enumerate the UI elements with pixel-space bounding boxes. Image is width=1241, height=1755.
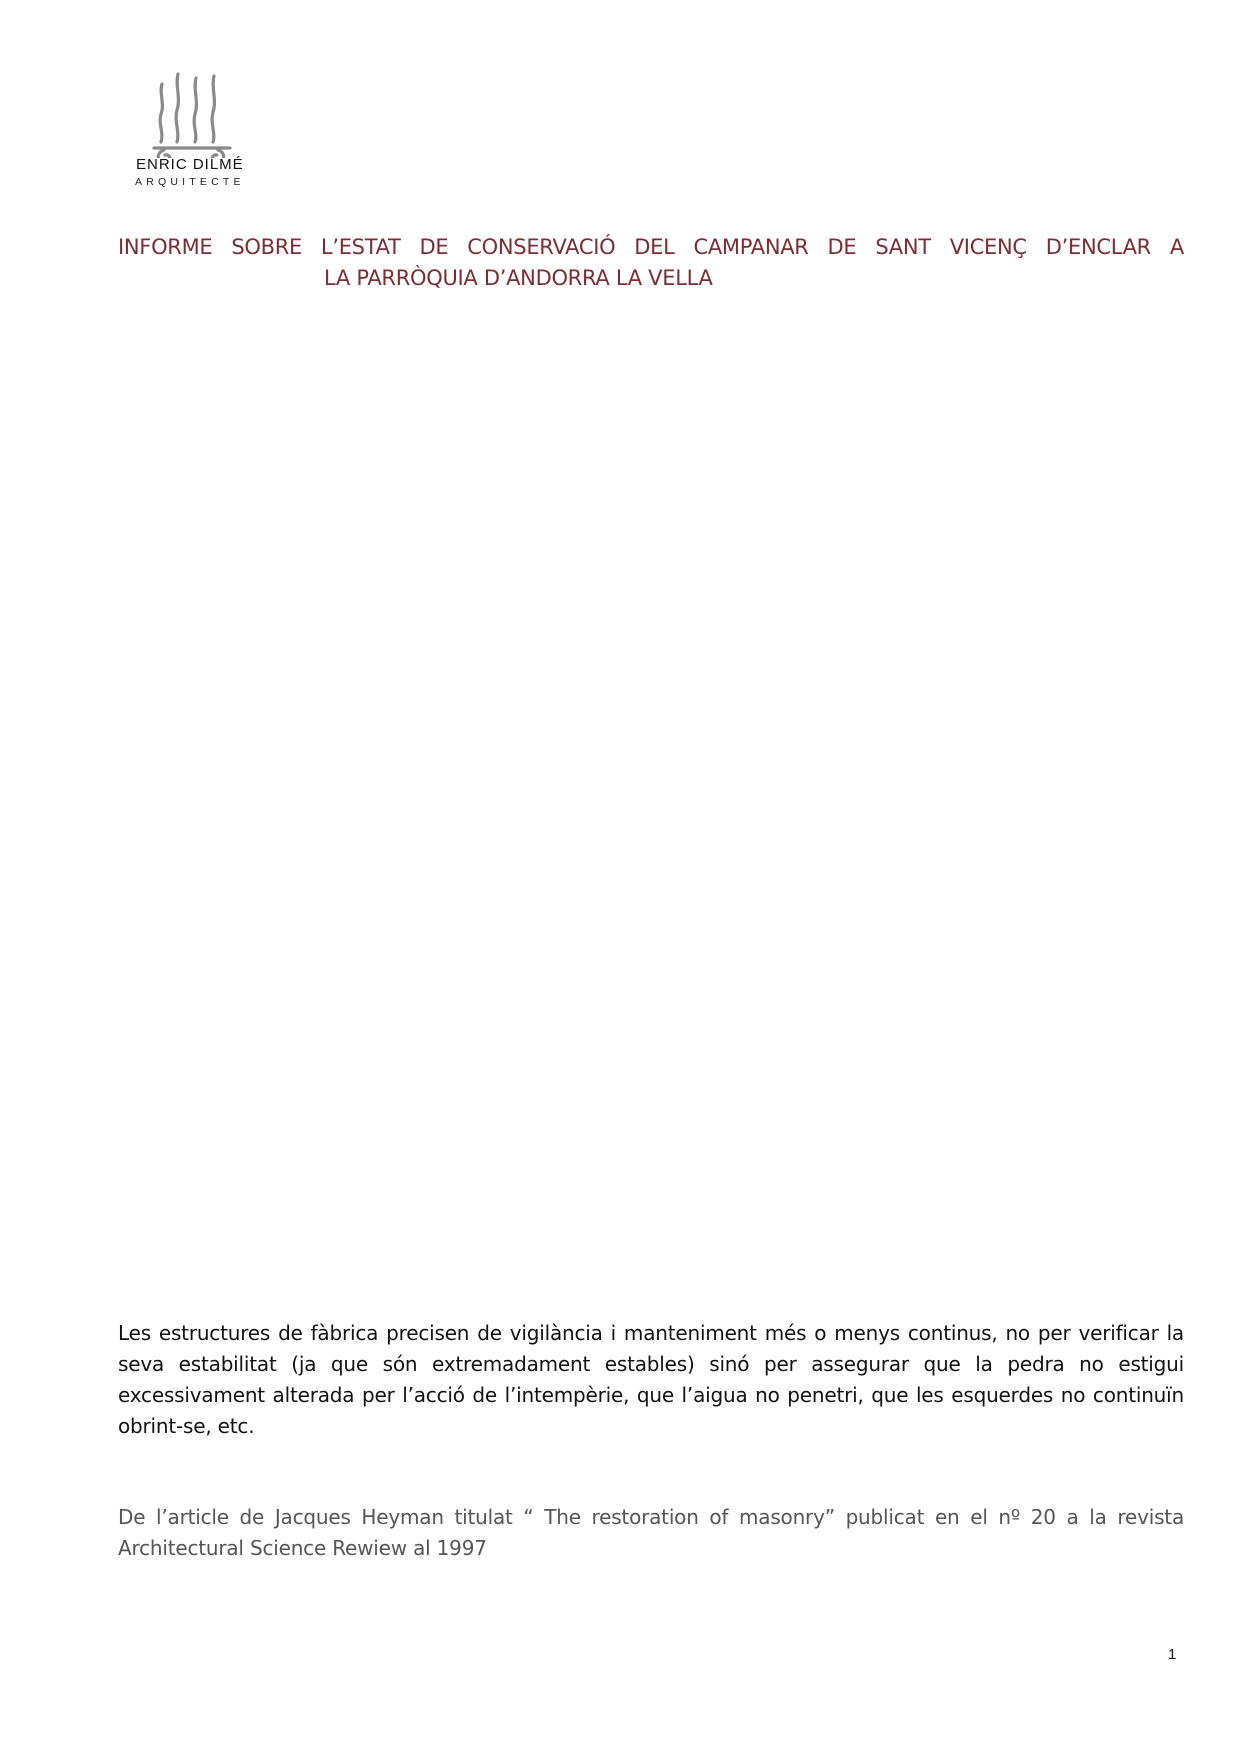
logo: [132, 70, 258, 190]
document-title: [118, 232, 1184, 294]
document-title-line-1: INFORME SOBRE L’ESTAT DE CONSERVACIÓ DEL CAMPANAR DE SANT VICENÇ D’ENCLAR A: [118, 235, 1184, 259]
document-title-line-2: LA PARRÒQUIA D’ANDORRA LA VELLA: [324, 266, 713, 290]
logo-subtitle: ARQUITECTE: [135, 176, 245, 188]
columns-logo-icon: [150, 70, 240, 158]
epigraph-quote: Les estructures de fàbrica precisen de vigilància i manteniment més o menys continus, no per verificar la seva estabilitat (ja que són extremadament estables) sinó per assegurar que la pedra no estigui excessivament alterada per l’acció de l’intempèrie, que l’aigua no penetri, que les esquerdes no continuïn obrint-se, etc.: [118, 1321, 1184, 1438]
logo-name: ENRIC DILMÉ: [136, 156, 244, 173]
page-number: 1: [1168, 1646, 1177, 1663]
epigraph-source: De l’article de Jacques Heyman titulat “ The restoration of masonry” publicat en el nº 20 a la revista Architectural Science Rewiew al 1997: [118, 1505, 1184, 1560]
